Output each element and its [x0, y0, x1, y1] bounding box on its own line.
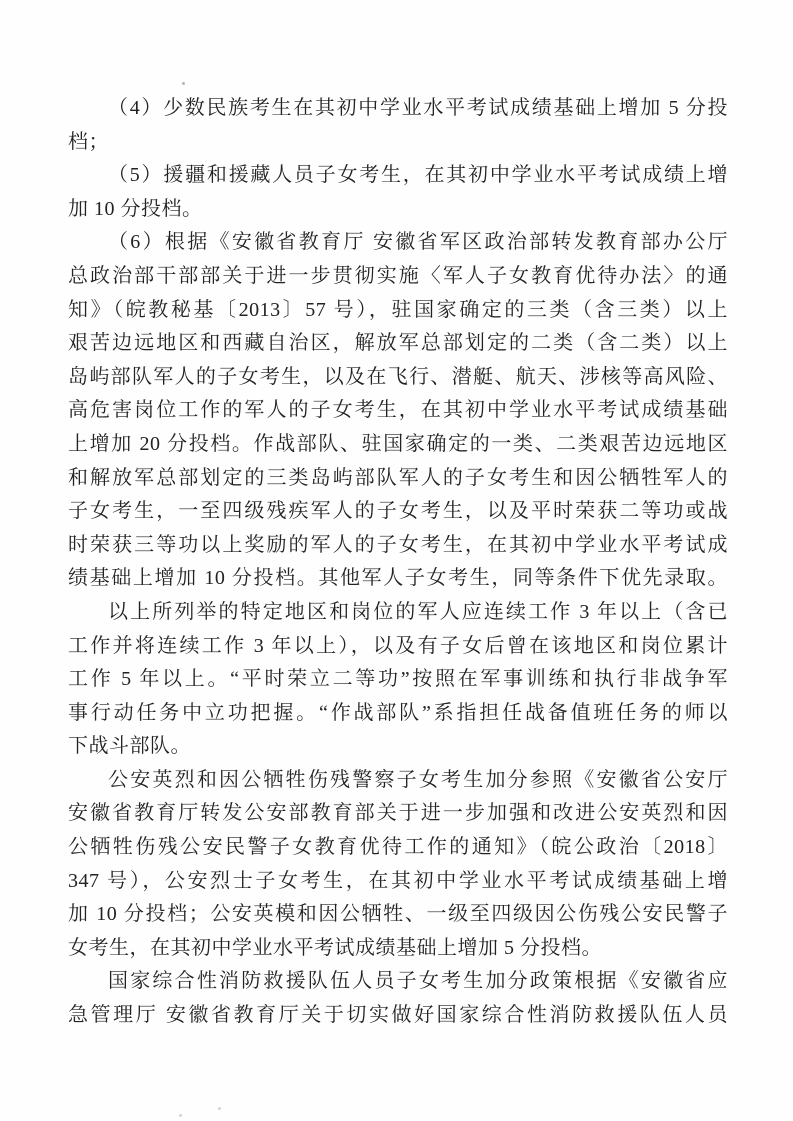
text-line: 和解放军总部划定的三类岛屿部队军人的子女考生和因公牺牲军人的	[68, 466, 728, 489]
text-line: 岛屿部队军人的子女考生，以及在飞行、潜艇、航天、涉核等高风险、	[68, 365, 728, 388]
text-line: 安徽省教育厅转发公安部教育部关于进一步加强和改进公安英烈和因	[68, 802, 728, 825]
text-line: 高危害岗位工作的军人的子女考生，在其初中学业水平考试成绩基础	[68, 399, 728, 422]
paragraph-military-service-duration-definitions	[68, 596, 728, 764]
text-line: 工作 5 年以上。“平时荣立二等功”按照在军事训练和执行非战争军	[68, 668, 728, 691]
text-line: 公牺牲伤残公安民警子女教育优待工作的通知》（皖公政治〔2018〕	[68, 836, 728, 859]
text-line: 女考生，在其初中学业水平考试成绩基础上增加 5 分投档。	[68, 936, 602, 959]
text-line: 下战斗部队。	[68, 735, 191, 758]
text-line: （6）根据《安徽省教育厅 安徽省军区政治部转发教育部办公厅	[108, 231, 728, 254]
text-line: （5）援疆和援藏人员子女考生，在其初中学业水平考试成绩上增	[108, 164, 728, 187]
paragraph-clause-4-minority-candidates	[68, 92, 728, 159]
text-line: 时荣获三等功以上奖励的军人的子女考生，在其初中学业水平考试成	[68, 533, 728, 556]
scan-speck	[218, 1107, 221, 1110]
text-line: 知》（皖教秘基〔2013〕57 号），驻国家确定的三类（含三类）以上	[68, 298, 728, 321]
text-line: 事行动任务中立功把握。“作战部队”系指担任战备值班任务的师以	[68, 701, 728, 724]
paragraph-clause-5-xinjiang-tibet-aid-children	[68, 159, 728, 226]
paragraph-police-martyrs-children-policy	[68, 764, 728, 966]
text-line: 347 号），公安烈士子女考生，在其初中学业水平考试成绩基础上增	[68, 869, 728, 892]
text-line: 子女考生，一至四级残疾军人的子女考生，以及平时荣获二等功或战	[68, 500, 728, 523]
text-line: 急管理厅 安徽省教育厅关于切实做好国家综合性消防救援队伍人员	[68, 1004, 728, 1027]
text-line: 加 10 分投档。	[68, 197, 203, 220]
text-line: （4）少数民族考生在其初中学业水平考试成绩基础上增加 5 分投	[108, 97, 728, 119]
text-line: 公安英烈和因公牺牲伤残警察子女考生加分参照《安徽省公安厅	[108, 768, 728, 791]
text-line: 绩基础上增加 10 分投档。其他军人子女考生，同等条件下优先录取。	[68, 567, 728, 590]
text-line: 总政治部干部部关于进一步贯彻实施〈军人子女教育优待办法〉的通	[68, 264, 728, 287]
text-line: 国家综合性消防救援队伍人员子女考生加分政策根据《安徽省应	[108, 970, 728, 993]
text-line: 以上所列举的特定地区和岗位的军人应连续工作 3 年以上（含已	[108, 600, 728, 623]
text-line: 加 10 分投档；公安英模和因公牺牲、一级至四级因公伤残公安民警子	[68, 903, 728, 926]
scan-speck	[179, 1114, 182, 1117]
scan-speck	[182, 82, 185, 85]
paragraph-clause-6-military-children-policy	[68, 226, 728, 596]
text-line: 工作并将连续工作 3 年以上），以及有子女后曾在该地区和岗位累计	[68, 634, 728, 657]
text-line: 艰苦边远地区和西藏自治区，解放军总部划定的二类（含二类）以上	[68, 332, 728, 355]
paragraph-fire-rescue-personnel-children-policy	[68, 965, 728, 1032]
document-body	[68, 92, 728, 1033]
text-line: 档；	[68, 130, 109, 153]
text-line: 上增加 20 分投档。作战部队、驻国家确定的一类、二类艰苦边远地区	[68, 432, 728, 455]
